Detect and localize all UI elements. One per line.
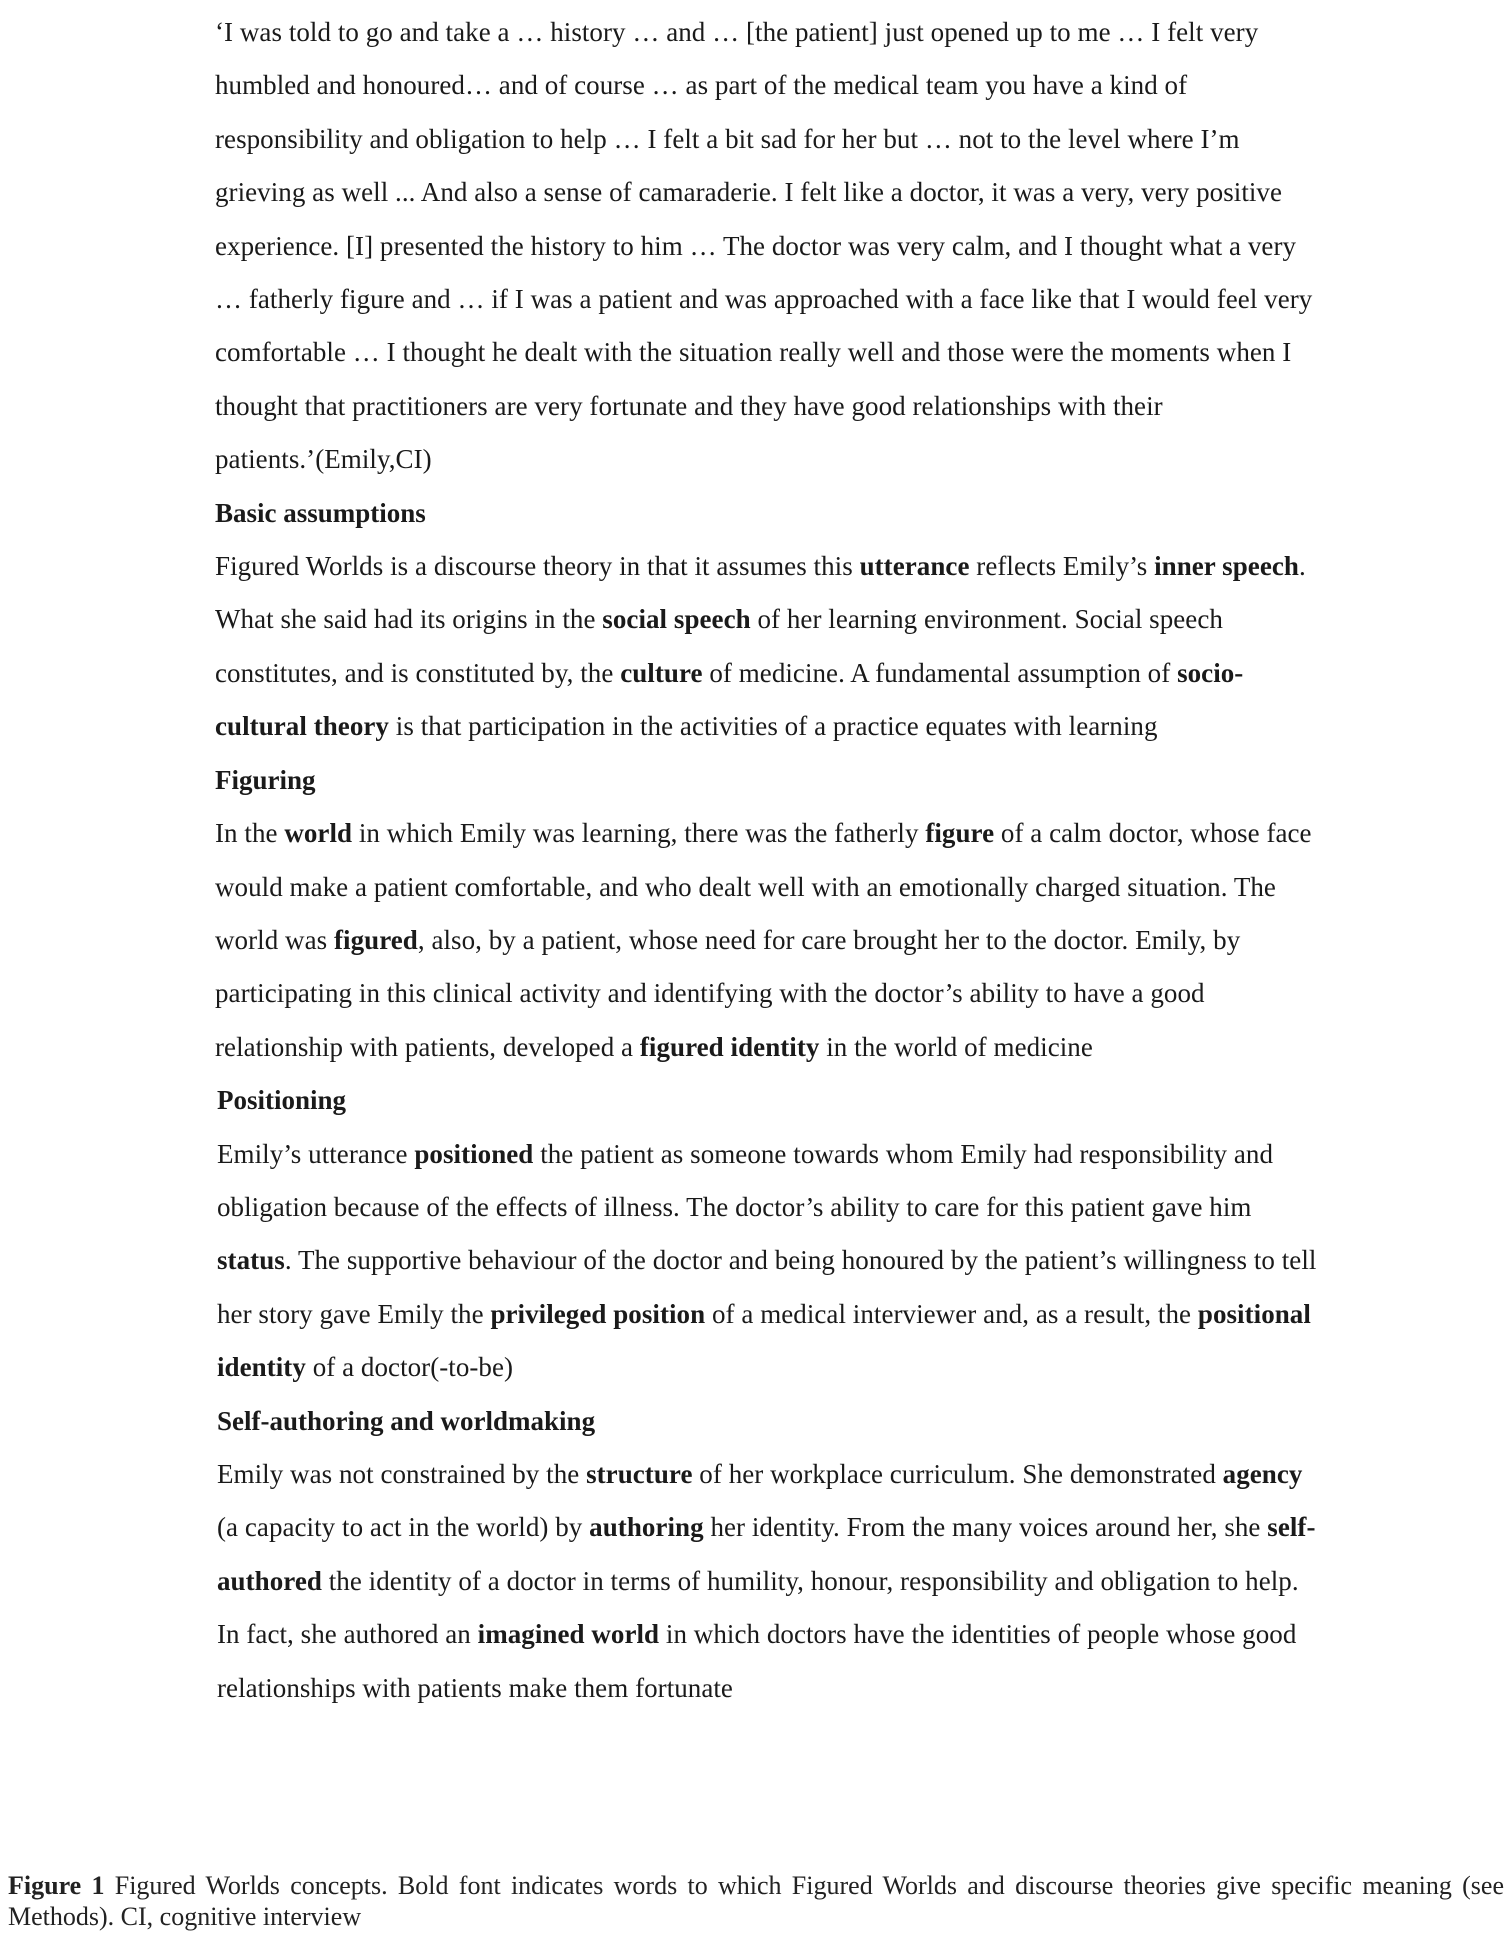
section-basic-assumptions xyxy=(215,487,1327,754)
body-text: in the world of medicine xyxy=(819,1031,1093,1062)
body-text: . The supportive behaviour of the doctor and being honoured by the patient’s willingness to tell her story gave Emily the xyxy=(217,1245,1317,1329)
body-text: of her workplace curriculum. She demonstrated xyxy=(692,1458,1223,1489)
section-heading: Figuring xyxy=(215,764,316,795)
body-text: (a capacity to act in the world) by xyxy=(217,1512,590,1543)
section-heading: Basic assumptions xyxy=(215,497,426,528)
key-term: positional identity xyxy=(217,1298,1311,1383)
section-heading: Self-authoring and worldmaking xyxy=(217,1405,596,1436)
body-text: the identity of a doctor in terms of humility, honour, responsibility and obligation to help. In fact, she authored an xyxy=(217,1565,1299,1650)
body-text: Emily was not constrained by the xyxy=(217,1458,587,1489)
key-term: privileged position xyxy=(490,1298,706,1329)
body-text: . What she said had its origins in the xyxy=(215,551,1306,635)
body-text: Figured Worlds is a discourse theory in that it assumes this xyxy=(215,551,860,582)
key-term: positioned xyxy=(414,1138,534,1169)
key-term: authoring xyxy=(589,1512,704,1543)
key-term: figure xyxy=(925,818,995,849)
key-term: figured xyxy=(333,924,418,955)
key-term: inner speech xyxy=(1154,551,1299,582)
body-text: , also, by a patient, whose need for care brought her to the doctor. Emily, by participating in this clinical activity and identifying with the doctor’s ability to have a good relationship with patients, developed a xyxy=(215,924,1241,1062)
body-text: Emily’s utterance xyxy=(217,1138,415,1169)
body-text: of medicine. A fundamental assumption of xyxy=(702,657,1178,688)
section-body xyxy=(215,807,1327,1074)
interview-quote: ‘I was told to go and take a … history … and … [the patient] just opened up to me … I felt very humbled and honoured… and of course … as part of the medical team you have a kind of responsibility and obligation to help … I felt a bit sad for her but … not to the level where I’m grieving as well ... And also a sense of camaraderie. I felt like a doctor, it was a very, very positive experience. [I] presented the history to him … The doctor was very calm, and I thought what a very … fatherly figure and … if I was a patient and was approached with a face like that I would feel very comfortable … I thought he dealt with the situation really well and those were the moments when I thought that practitioners are very fortunate and they have good relationships with their patients.’(Emily,CI) xyxy=(215,17,1313,475)
body-text: the patient as someone towards whom Emily had responsibility and obligation because of the effects of illness. The doctor’s ability to care for this patient gave him xyxy=(217,1138,1274,1222)
body-text: of a medical interviewer and, as a result, the xyxy=(705,1298,1198,1329)
key-term: figured identity xyxy=(639,1031,820,1062)
body-text: her identity. From the many voices around her, she xyxy=(703,1512,1268,1543)
section-heading: Positioning xyxy=(217,1085,347,1116)
section-positioning xyxy=(217,1074,1327,1394)
section-figuring xyxy=(215,754,1327,1074)
figure-content xyxy=(215,6,1327,1715)
caption-label: Figure 1 xyxy=(8,1871,105,1900)
key-term: social speech xyxy=(602,604,751,635)
body-text: of her learning environment. Social speech constitutes, and is constituted by, the xyxy=(215,604,1223,688)
key-term: culture xyxy=(620,657,703,688)
key-term: agency xyxy=(1222,1458,1303,1489)
body-text: of a doctor(-to-be) xyxy=(305,1352,514,1383)
caption-text: Figured Worlds concepts. Bold font indicates words to which Figured Worlds and discourse theories give specific meaning (see Methods). CI, cognitive interview xyxy=(8,1871,1504,1931)
section-body xyxy=(217,1448,1327,1715)
key-term: structure xyxy=(586,1458,693,1489)
section-self-authoring xyxy=(217,1395,1327,1715)
key-term: imagined world xyxy=(477,1619,660,1650)
key-term: socio-cultural theory xyxy=(215,657,1244,742)
body-text: of a calm doctor, whose face would make a patient comfortable, and who dealt well with an emotionally charged situation. The world was xyxy=(215,818,1312,955)
key-term: utterance xyxy=(859,551,970,582)
body-text: is that participation in the activities of a practice equates with learning xyxy=(388,711,1158,742)
key-term: self-authored xyxy=(217,1512,1316,1596)
key-term: status xyxy=(217,1245,285,1276)
body-text: in which doctors have the identities of people whose good relationships with patients make them fortunate xyxy=(217,1619,1297,1703)
section-body xyxy=(217,1128,1327,1395)
section-body xyxy=(215,540,1327,754)
body-text: In the xyxy=(215,818,285,849)
body-text: in which Emily was learning, there was the fatherly xyxy=(352,818,926,849)
body-text: reflects Emily’s xyxy=(969,551,1155,582)
figure-caption xyxy=(8,1870,1504,1932)
key-term: world xyxy=(284,818,353,849)
